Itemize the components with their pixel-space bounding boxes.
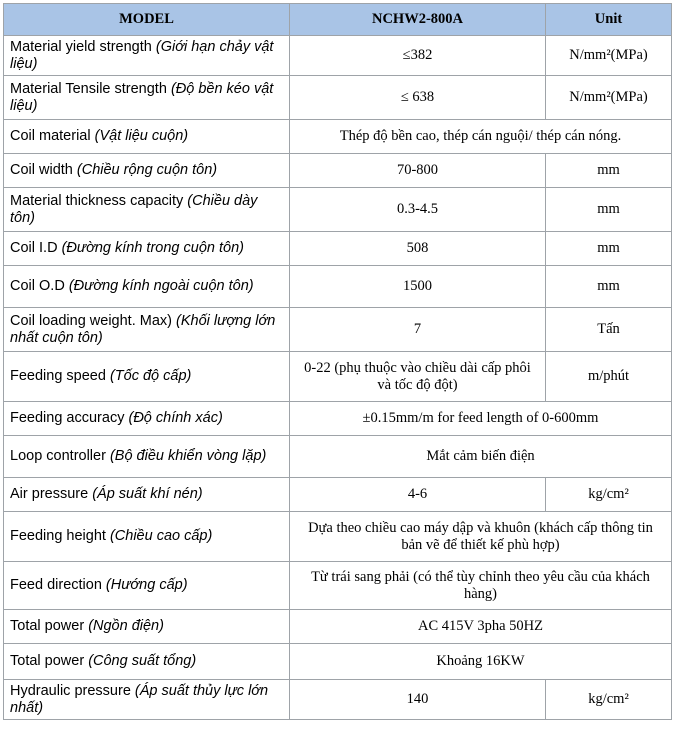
parameter-name: Coil material [10, 128, 91, 144]
table-row [4, 680, 672, 720]
parameter-cell [4, 610, 290, 644]
parameter-translation: (Chiều dày tôn) [10, 192, 258, 226]
value-cell: Mắt cảm biến điện [290, 436, 672, 478]
parameter-cell [4, 154, 290, 188]
table-row [4, 610, 672, 644]
unit-cell: mm [546, 154, 672, 188]
table-row [4, 644, 672, 680]
unit-cell: Tấn [546, 308, 672, 352]
value-cell: Từ trái sang phải (có thể tùy chỉnh theo yêu cầu của khách hàng) [290, 562, 672, 610]
parameter-name: Hydraulic pressure [10, 682, 131, 699]
parameter-name: Feeding accuracy [10, 410, 125, 426]
parameter-translation: (Hướng cấp) [105, 577, 188, 593]
value-cell: 70-800 [290, 154, 546, 188]
table-row [4, 478, 672, 512]
parameter-cell [4, 36, 290, 76]
value-cell: 4-6 [290, 478, 546, 512]
header-row [4, 4, 672, 36]
value-cell: ≤ 638 [290, 76, 546, 120]
unit-cell: mm [546, 188, 672, 232]
parameter-name: Material yield strength [10, 38, 152, 55]
value-cell: 1500 [290, 266, 546, 308]
table-row [4, 232, 672, 266]
parameter-cell [4, 512, 290, 562]
parameter-name: Material thickness capacity [10, 192, 184, 209]
parameter-translation: (Đường kính trong cuộn tôn) [61, 240, 244, 256]
parameter-name: Coil O.D [10, 278, 65, 294]
spec-table [3, 3, 672, 720]
table-row [4, 436, 672, 478]
value-cell: 7 [290, 308, 546, 352]
parameter-translation: (Độ bền kéo vật liệu) [10, 80, 274, 114]
table-row [4, 36, 672, 76]
parameter-cell [4, 352, 290, 402]
parameter-translation: (Vật liệu cuộn) [94, 128, 189, 144]
value-cell: AC 415V 3pha 50HZ [290, 610, 672, 644]
header-model: MODEL [4, 4, 290, 36]
value-cell: 508 [290, 232, 546, 266]
parameter-translation: (Độ chính xác) [128, 410, 223, 426]
parameter-cell [4, 120, 290, 154]
parameter-cell [4, 680, 290, 720]
parameter-cell [4, 478, 290, 512]
parameter-cell [4, 402, 290, 436]
table-row [4, 352, 672, 402]
header-unit: Unit [546, 4, 672, 36]
unit-cell: N/mm²(MPa) [546, 76, 672, 120]
table-row [4, 76, 672, 120]
parameter-translation: (Khối lượng lớn nhất cuộn tôn) [10, 312, 276, 346]
table-row [4, 308, 672, 352]
unit-cell: kg/cm² [546, 680, 672, 720]
parameter-cell [4, 188, 290, 232]
parameter-name: Total power [10, 618, 85, 634]
unit-cell: mm [546, 266, 672, 308]
table-row [4, 188, 672, 232]
table-row [4, 562, 672, 610]
unit-cell: N/mm²(MPa) [546, 36, 672, 76]
header-model-number: NCHW2-800A [290, 4, 546, 36]
value-cell: 140 [290, 680, 546, 720]
parameter-cell [4, 266, 290, 308]
parameter-name: Total power [10, 653, 85, 669]
parameter-name: Coil width [10, 162, 77, 178]
parameter-cell [4, 562, 290, 610]
parameter-translation: (Áp suất khí nén) [92, 486, 203, 502]
parameter-translation: (Công suất tổng) [88, 653, 197, 669]
table-row [4, 154, 672, 188]
parameter-translation: (Giới hạn chảy vật liệu) [10, 38, 274, 72]
value-cell: 0-22 (phụ thuộc vào chiều dài cấp phôi và tốc độ đột) [290, 352, 546, 402]
table-row [4, 120, 672, 154]
parameter-translation: (Bộ điều khiển vòng lặp) [109, 448, 267, 464]
parameter-cell [4, 76, 290, 120]
value-cell: ≤382 [290, 36, 546, 76]
parameter-cell [4, 436, 290, 478]
value-cell: Khoảng 16KW [290, 644, 672, 680]
table-row [4, 512, 672, 562]
parameter-name: Air pressure [10, 486, 89, 502]
unit-cell: m/phút [546, 352, 672, 402]
parameter-name: Coil loading weight. Max) [10, 312, 172, 329]
value-cell: ±0.15mm/m for feed length of 0-600mm [290, 402, 672, 436]
value-cell: 0.3-4.5 [290, 188, 546, 232]
parameter-name: Coil I.D [10, 240, 58, 256]
parameter-translation: (Ngồn điện) [88, 618, 164, 634]
parameter-name: Feeding speed [10, 368, 106, 384]
parameter-translation: (Áp suất thủy lực lớn nhất) [10, 682, 269, 716]
parameter-name: Feed direction [10, 577, 102, 593]
parameter-cell [4, 308, 290, 352]
unit-cell: mm [546, 232, 672, 266]
unit-cell: kg/cm² [546, 478, 672, 512]
value-cell: Thép độ bền cao, thép cán nguội/ thép cán nóng. [290, 120, 672, 154]
table-row [4, 402, 672, 436]
parameter-translation: (Chiều rộng cuộn tôn) [76, 162, 218, 178]
parameter-cell [4, 644, 290, 680]
parameter-cell [4, 232, 290, 266]
value-cell: Dựa theo chiều cao máy dập và khuôn (khách cấp thông tin bản vẽ để thiết kế phù hợp) [290, 512, 672, 562]
parameter-translation: (Đường kính ngoài cuộn tôn) [68, 278, 254, 294]
parameter-name: Material Tensile strength [10, 80, 167, 97]
parameter-name: Feeding height [10, 528, 106, 544]
parameter-translation: (Tốc độ cấp) [109, 368, 192, 384]
parameter-translation: (Chiều cao cấp) [109, 528, 213, 544]
table-row [4, 266, 672, 308]
parameter-name: Loop controller [10, 448, 106, 464]
